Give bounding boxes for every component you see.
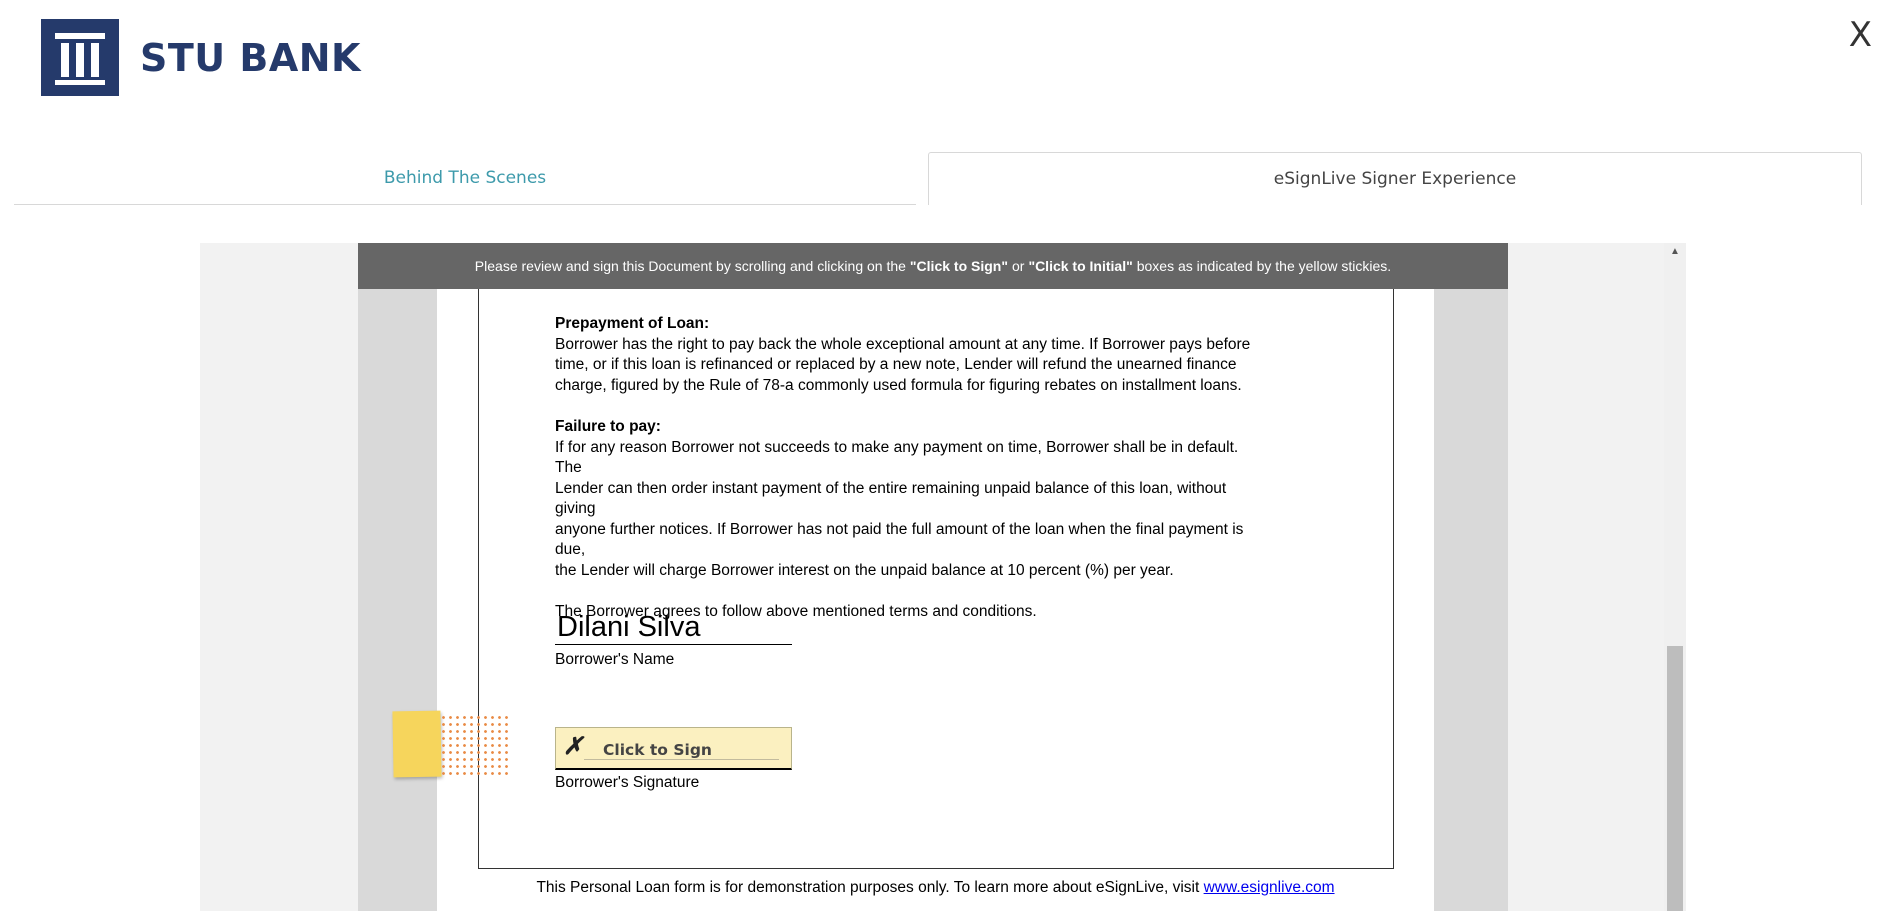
borrower-name-field [555,607,792,645]
tab-behind-the-scenes[interactable]: Behind The Scenes [14,152,916,205]
document-page [437,289,1434,911]
close-button[interactable]: X [1848,15,1872,55]
document-content [555,314,1255,623]
failure-line: anyone further notices. If Borrower has not paid the full amount of the loan when the final payment is due, [555,520,1244,558]
yellow-sticky-note-icon [392,711,441,778]
prepayment-line: Borrower has the right to pay back the whole exceptional amount at any time. If Borrower pays before [555,335,1251,353]
failure-line: the Lender will charge Borrower interest on the unpaid balance at 10 percent (%) per year. [555,561,1174,579]
brand-logo [41,19,361,96]
signature-x-icon: ✗ [563,733,584,760]
banner-text-after: boxes as indicated by the yellow stickies. [1136,258,1392,274]
document-viewer [200,243,1686,911]
signature-line [584,759,779,760]
prepayment-line: time, or if this loan is refinanced or replaced by a new note, Lender will refund the unearned finance [555,356,1237,373]
borrower-name-value: Dilani Silva [557,611,701,643]
banner-or: or [1011,258,1025,274]
prepayment-title: Prepayment of Loan: [555,315,710,332]
failure-line: If for any reason Borrower not succeeds to make any payment on time, Borrower shall be in default. The [555,438,1239,476]
sticky-dot-pattern [440,714,508,778]
tab-esignlive-signer-experience[interactable]: eSignLive Signer Experience [928,152,1862,205]
agree-statement: The Borrower agrees to follow above mentioned terms and conditions. [555,603,1037,620]
footer-text: This Personal Loan form is for demonstration purposes only. To learn more about eSignLive, visit [536,879,1200,896]
esignlive-link[interactable]: www.esignlive.com [1203,879,1335,896]
instruction-banner [358,243,1508,289]
banner-text-before: Please review and sign this Document by scrolling and clicking on the [474,258,906,274]
tab-bar [14,152,1862,206]
banner-click-to-sign: "Click to Sign" [909,258,1008,274]
vertical-scrollbar[interactable] [1664,243,1686,911]
prepayment-line: charge, figured by the Rule of 78-a commonly used formula for figuring rebates on installment loans. [555,376,1242,394]
document-area [358,243,1508,911]
borrower-name-label: Borrower's Name [555,651,675,668]
scroll-thumb[interactable] [1667,646,1683,911]
brand-name: STU BANK [140,35,361,80]
failure-title: Failure to pay: [555,418,661,435]
demo-footer-note [437,879,1434,897]
click-to-sign-label: Click to Sign [603,741,712,759]
click-to-sign-button[interactable] [555,727,792,770]
borrower-signature-label: Borrower's Signature [555,774,700,791]
scroll-up-arrow-icon[interactable]: ▲ [1670,246,1680,257]
bank-columns-icon [41,19,119,96]
failure-line: Lender can then order instant payment of the entire remaining unpaid balance of this loan, without giving [555,479,1227,517]
banner-click-to-initial: "Click to Initial" [1028,258,1133,274]
